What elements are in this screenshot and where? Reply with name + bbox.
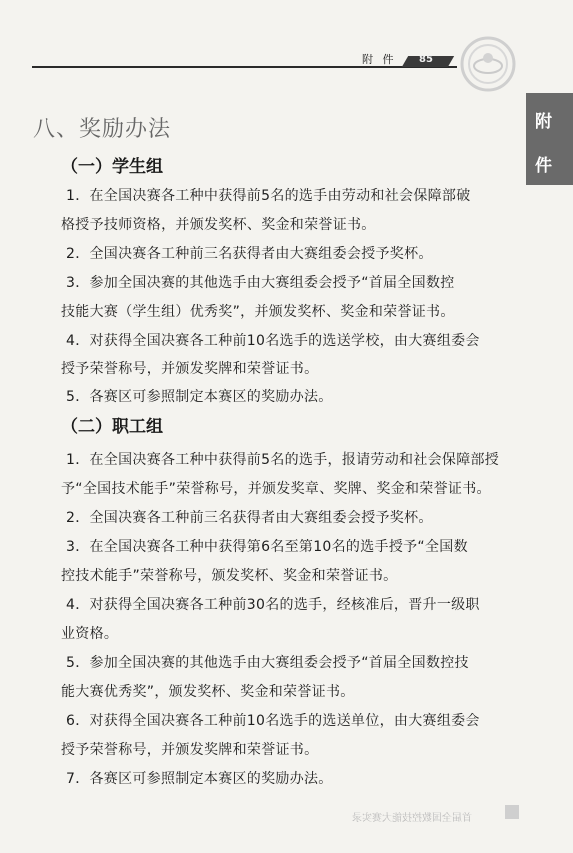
paragraph-line: 技能大赛（学生组）优秀奖”，并颁发奖杯、奖金和荣誉证书。 bbox=[61, 304, 455, 320]
footer-bleed-text: 首届全国数控技能大赛实录 bbox=[352, 813, 472, 824]
paragraph-line: 2．全国决赛各工种前三名获得者由大赛组委会授予奖杯。 bbox=[66, 510, 433, 526]
paragraph-line: 1．在全国决赛各工种中获得前5名的选手，报请劳动和社会保障部授 bbox=[66, 452, 500, 468]
paragraph-line: 控技术能手”荣誉称号，颁发奖杯、奖金和荣誉证书。 bbox=[61, 568, 398, 584]
appendix-side-tab bbox=[526, 93, 573, 185]
paragraph-line: 授予荣誉称号，并颁发奖牌和荣誉证书。 bbox=[61, 742, 319, 758]
paragraph-line: 2．全国决赛各工种前三名获得者由大赛组委会授予奖杯。 bbox=[66, 246, 433, 262]
header-label: 附 件 bbox=[362, 53, 397, 66]
paragraph-line: 业资格。 bbox=[61, 626, 119, 642]
paragraph-line: 3．参加全国决赛的其他选手由大赛组委会授予“首届全国数控 bbox=[66, 275, 455, 291]
group-title: （一）学生组 bbox=[61, 157, 163, 177]
paragraph-line: 7．各赛区可参照制定本赛区的奖励办法。 bbox=[66, 771, 333, 787]
paragraph-line: 格授予技师资格，并颁发奖杯、奖金和荣誉证书。 bbox=[61, 217, 376, 233]
section-title: 八、奖励办法 bbox=[33, 117, 172, 142]
paragraph-line: 1．在全国决赛各工种中获得前5名的选手由劳动和社会保障部破 bbox=[66, 188, 471, 204]
paragraph-line: 5．各赛区可参照制定本赛区的奖励办法。 bbox=[66, 389, 333, 405]
group-title: （二）职工组 bbox=[61, 417, 163, 437]
page-number: 85 bbox=[419, 54, 433, 65]
side-tab-char: 件 bbox=[535, 156, 552, 176]
paragraph-line: 4．对获得全国决赛各工种前30名的选手，经核准后，晋升一级职 bbox=[66, 597, 480, 613]
paragraph-line: 5．参加全国决赛的其他选手由大赛组委会授予“首届全国数控技 bbox=[66, 655, 469, 671]
paragraph-line: 6．对获得全国决赛各工种前10名选手的选送单位，由大赛组委会 bbox=[66, 713, 480, 729]
side-tab-char: 附 bbox=[535, 112, 552, 132]
paragraph-line: 能大赛优秀奖”，颁发奖杯、奖金和荣誉证书。 bbox=[61, 684, 355, 700]
paragraph-line: 授予荣誉称号，并颁发奖牌和荣誉证书。 bbox=[61, 361, 319, 377]
footer-mark bbox=[505, 805, 519, 819]
paragraph-line: 4．对获得全国决赛各工种前10名选手的选送学校，由大赛组委会 bbox=[66, 333, 480, 349]
paragraph-line: 3．在全国决赛各工种中获得第6名至第10名的选手授予“全国数 bbox=[66, 539, 468, 555]
paragraph-line: 予“全国技术能手”荣誉称号，并颁发奖章、奖牌、奖金和荣誉证书。 bbox=[61, 481, 491, 497]
emblem-icon bbox=[460, 36, 516, 92]
